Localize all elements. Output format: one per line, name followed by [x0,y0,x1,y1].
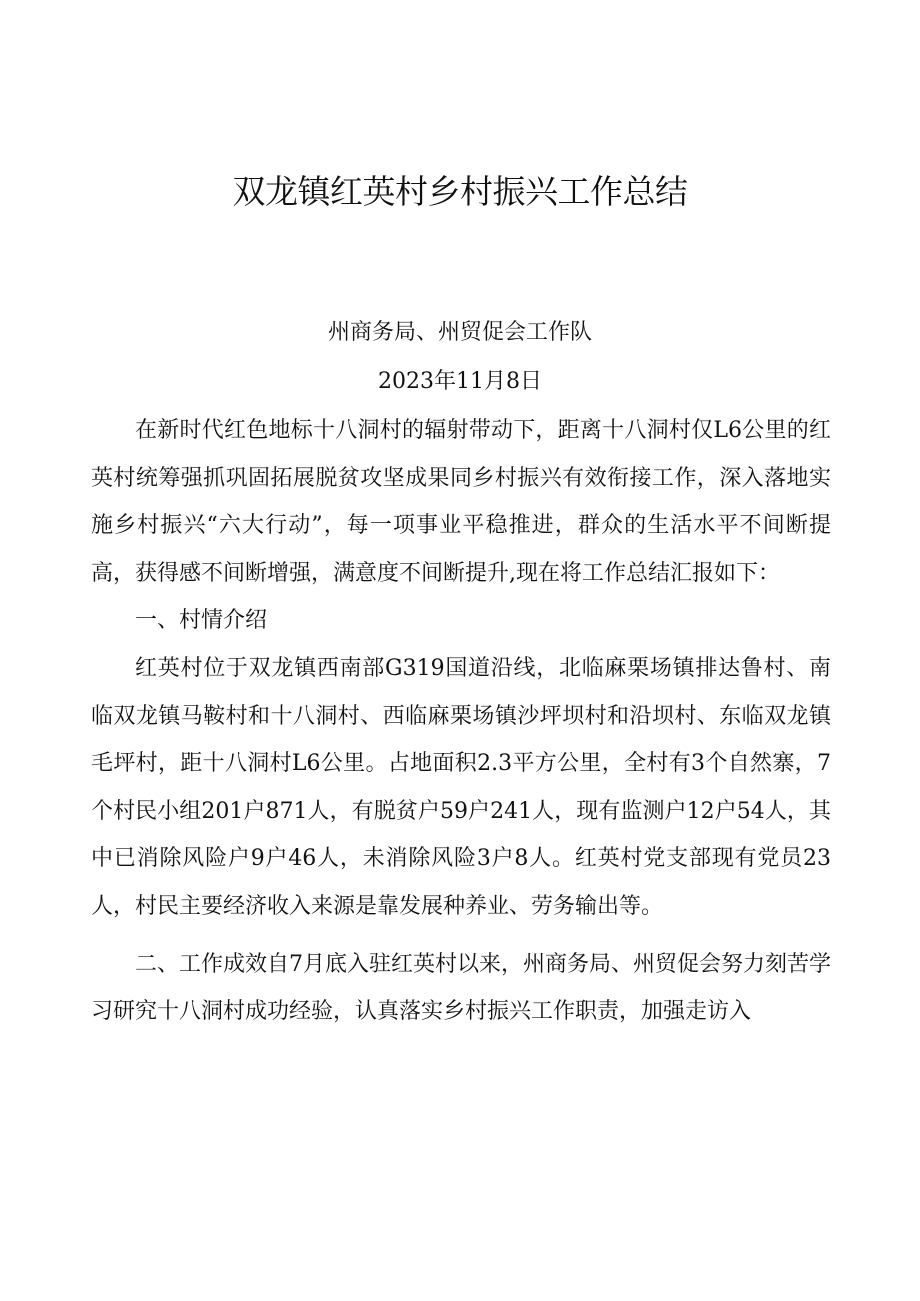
document-date: 2023年11月8日 [378,369,542,394]
section-heading-village-overview: 一、村情介绍 [135,608,268,634]
document-body [91,407,831,1036]
paragraph-intro: 在新时代红色地标十八洞村的辐射带动下，距离十八洞村仅L6公里的红英村统筹强抓巩固拓展脱贫攻坚成果同乡村振兴有效衔接工作，深入落地实施乡村振兴“六大行动”，每一项事业平稳推进，群众的生活水平不间断提高，获得感不间断增强，满意度不间断提升,现在将工作总结汇报如下： [91,418,831,586]
paragraph-village-overview: 红英村位于双龙镇西南部G319国道沿线，北临麻栗场镇排达鲁村、南临双龙镇马鞍村和十八洞村、西临麻栗场镇沙坪坝村和沿坝村、东临双龙镇毛坪村，距十八洞村L6公里。占地面积2.3平方公里，全村有3个自然寨，7个村民小组201户871人，有脱贫户59户241人，现有监测户12户54人，其中已消除风险户9户46人，未消除风险3户8人。红英村党支部现有党员23人，村民主要经济收入来源是靠发展种养业、劳务输出等。 [91,655,831,919]
paragraph-work-results: 二、工作成效自7月底入驻红英村以来，州商务局、州贸促会努力刻苦学习研究十八洞村成功经验，认真落实乡村振兴工作职责，加强走访入 [91,951,831,1025]
document-title: 双龙镇红英村乡村振兴工作总结 [232,172,688,211]
document-organization: 州商务局、州贸促会工作队 [327,320,592,345]
